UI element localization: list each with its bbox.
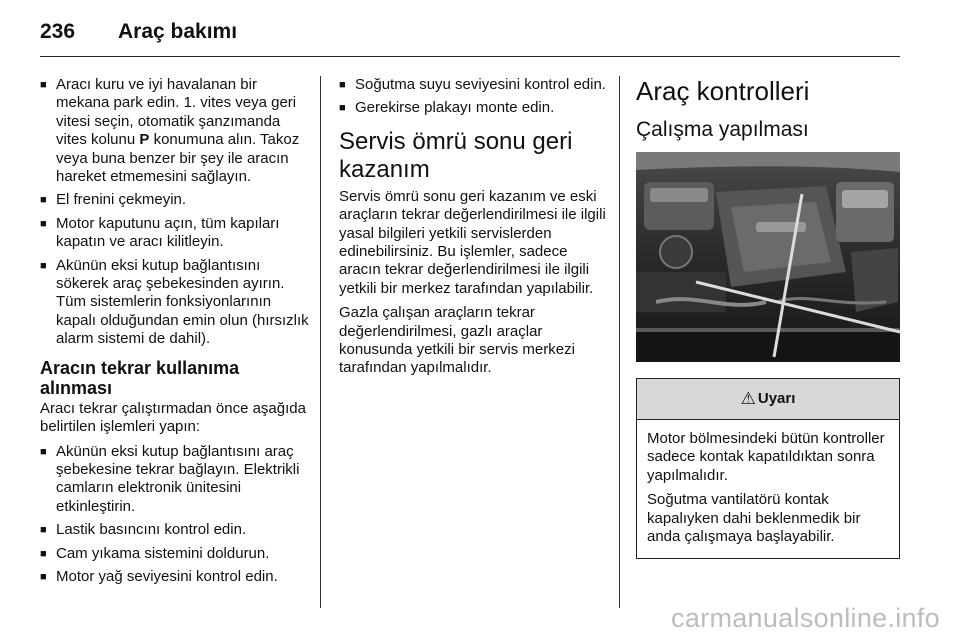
paragraph: Motor bölmesindeki bütün kontroller sadece kontak kapatıldıktan sonra yapılmalıdır. [647, 430, 885, 484]
list-item: ■ El frenini çekmeyin. [40, 191, 310, 209]
warning-box [636, 378, 900, 559]
list-item: ■ Cam yıkama sistemini doldurun. [40, 545, 310, 563]
column-divider [320, 76, 321, 608]
section-heading-vehicle-checks: Araç kontrolleri [636, 76, 810, 106]
warning-title: Uyarı [757, 389, 796, 407]
paragraph: Gazla çalışan araçların tekrar değerlendirilmesi, gazlı araçlar konusunda yetkili bir servis merkezi tarafından yapılmalıdır. [339, 304, 575, 377]
recommission-steps-continued [339, 76, 609, 118]
list-item: ■ Aracı kuru ve iyi havalanan bir mekana park edin. 1. vites veya geri vitesi seçin, otomatik şanzımanda vites kolunu P konumuna alın. Takoz veya buna benzer bir şey ile aracın hareket etmemesini sağlayın. [40, 76, 310, 186]
column-2 [339, 76, 609, 384]
section-heading-end-of-life: Servis ömrü sonu geri kazanım [339, 127, 573, 183]
page-header [40, 14, 900, 57]
list-item: ■ Soğutma suyu seviyesini kontrol edin. [339, 76, 609, 94]
paragraph: Aracı tekrar çalıştırmadan önce aşağıda belirtilen işlemleri yapın: [40, 399, 306, 436]
warning-body [637, 420, 899, 558]
page-number: 236 [40, 20, 76, 43]
column-divider [619, 76, 620, 608]
list-item: ■ Gerekirse plakayı monte edin. [339, 99, 609, 117]
storage-steps-list [40, 76, 310, 349]
engine-bay-illustration [636, 152, 900, 362]
watermark: carmanualsonline.info [671, 603, 940, 633]
list-item: ■ Lastik basıncını kontrol edin. [40, 521, 310, 539]
page-title: Araç bakımı [118, 20, 238, 43]
list-item: ■ Akünün eksi kutup bağlantısını sökerek araç şebekesinden ayırın. Tüm sistemlerin fonksiyonlarının kapalı olduğundan emin olun (hırsızlık alarm sistemi de dahil). [40, 257, 310, 349]
warning-triangle-icon: ⚠ [740, 388, 756, 408]
warning-header [637, 379, 899, 420]
list-item: ■ Motor kaputunu açın, tüm kapıları kapatın ve aracı kilitleyin. [40, 215, 310, 252]
column-1 [40, 76, 310, 591]
list-item: ■ Motor yağ seviyesini kontrol edin. [40, 568, 310, 586]
paragraph: Soğutma vantilatörü kontak kapalıyken dahi beklenmedik bir anda çalışmaya başlayabilir. [647, 491, 861, 546]
subheading-recommission: Aracın tekrar kullanıma alınması [40, 357, 240, 398]
subheading-performing-work: Çalışma yapılması [636, 118, 809, 141]
recommission-steps-list [40, 443, 310, 587]
engine-bay-photo [636, 152, 900, 362]
column-3 [636, 76, 901, 559]
list-item: ■ Akünün eksi kutup bağlantısını araç şebekesine tekrar bağlayın. Elektrikli camların elektronik ünitesini etkinleştirin. [40, 443, 310, 517]
paragraph: Servis ömrü sonu geri kazanım ve eski araçların tekrar değerlendirilmesi ile ilgili yasal bilgileri yetkili servislerden edinebilirsiniz. Bu işlemler, sadece aracın tekrar değerlendirilmesi ile ilgili yetkili bir merkez tarafından yapılabilir. [339, 187, 606, 297]
